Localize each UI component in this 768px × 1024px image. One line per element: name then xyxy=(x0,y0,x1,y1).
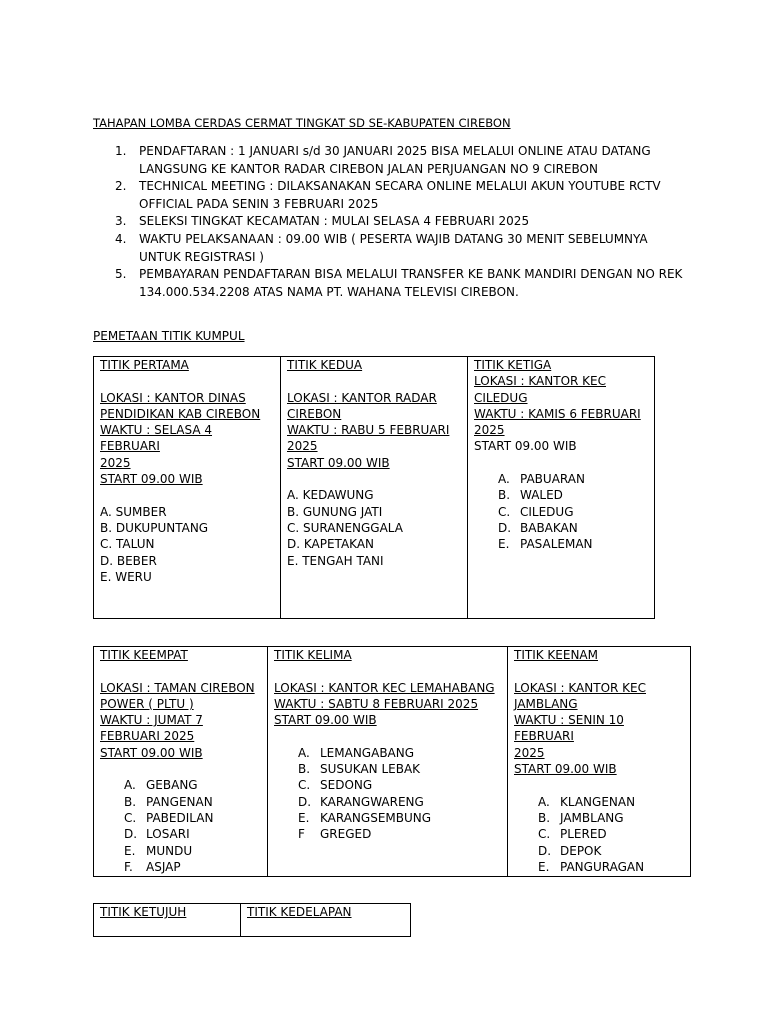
list-item: 3. SELEKSI TINGKAT KECAMATAN : MULAI SELASA 4 FEBRUARI 2025 xyxy=(115,214,530,229)
table-cell-titik-keenam: TITIK KEENAM LOKASI : KANTOR KEC JAMBLANG WAKTU : SENIN 10 FEBRUARI 2025 START 09.00 WIB A. KLANGENAN B. JAMBLANG C. PLERED D. DEPOK E. PANGURAGAN xyxy=(508,647,691,877)
table-cell-titik-kelima: TITIK KELIMA LOKASI : KANTOR KEC LEMAHABANG WAKTU : SABTU 8 FEBRUARI 2025 START 09.00 WIB A. LEMANGABANG B. SUSUKAN LEBAK C. SEDONG D. KARANGWARENG E. KARANGSEMBUNG F GREGED xyxy=(268,647,508,877)
table-cell-titik-pertama: TITIK PERTAMA LOKASI : KANTOR DINAS PENDIDIKAN KAB CIREBON WAKTU : SELASA 4 FEBRUARI 2025 START 09.00 WIB A. SUMBER B. DUKUPUNTANG C. TALUN D. BEBER E. WERU xyxy=(94,357,281,619)
list-item: 1. PENDAFTARAN : 1 JANUARI s/d 30 JANUARI 2025 BISA MELALUI ONLINE ATAU DATANG LANGSUNG KE KANTOR RADAR CIREBON JALAN PERJUANGAN NO 9 CIREBON xyxy=(115,144,651,176)
gathering-points-table-2 xyxy=(93,646,691,877)
list-item: 2. TECHNICAL MEETING : DILAKSANAKAN SECARA ONLINE MELALUI AKUN YOUTUBE RCTV OFFICIAL PADA SENIN 3 FEBRUARI 2025 xyxy=(115,179,661,211)
table-cell-titik-kedua: TITIK KEDUA LOKASI : KANTOR RADAR CIREBON WAKTU : RABU 5 FEBRUARI 2025 START 09.00 WIB A. KEDAWUNG B. GUNUNG JATI C. SURANENGGALA D. KAPETAKAN E. TENGAH TANI xyxy=(281,357,468,619)
table-cell-titik-kedelapan: TITIK KEDELAPAN xyxy=(241,904,411,937)
list-item: 5. PEMBAYARAN PENDAFTARAN BISA MELALUI TRANSFER KE BANK MANDIRI DENGAN NO REK 134.000.534.2208 ATAS NAMA PT. WAHANA TELEVISI CIREBON. xyxy=(115,267,683,299)
table-cell-titik-keempat: TITIK KEEMPAT LOKASI : TAMAN CIREBON POWER ( PLTU ) WAKTU : JUMAT 7 FEBRUARI 2025 START 09.00 WIB A. GEBANG B. PANGENAN C. PABEDILAN D. LOSARI E. MUNDU F. ASJAP xyxy=(94,647,268,877)
list-item: 4. WAKTU PELAKSANAAN : 09.00 WIB ( PESERTA WAJIB DATANG 30 MENIT SEBELUMNYA UNTUK REGISTRASI ) xyxy=(115,231,648,264)
section-heading: PEMETAAN TITIK KUMPUL xyxy=(93,329,245,343)
gathering-points-table-3 xyxy=(93,903,411,937)
schedule-list xyxy=(93,143,693,301)
table-cell-titik-ketiga: TITIK KETIGA LOKASI : KANTOR KEC CILEDUG WAKTU : KAMIS 6 FEBRUARI 2025 START 09.00 WIB A. PABUARAN B. WALED C. CILEDUG D. BABAKAN E. PASALEMAN xyxy=(468,357,655,619)
document-title: TAHAPAN LOMBA CERDAS CERMAT TINGKAT SD SE-KABUPATEN CIREBON xyxy=(93,116,511,130)
table-cell-titik-ketujuh: TITIK KETUJUH xyxy=(94,904,241,937)
gathering-points-table-1 xyxy=(93,356,655,619)
